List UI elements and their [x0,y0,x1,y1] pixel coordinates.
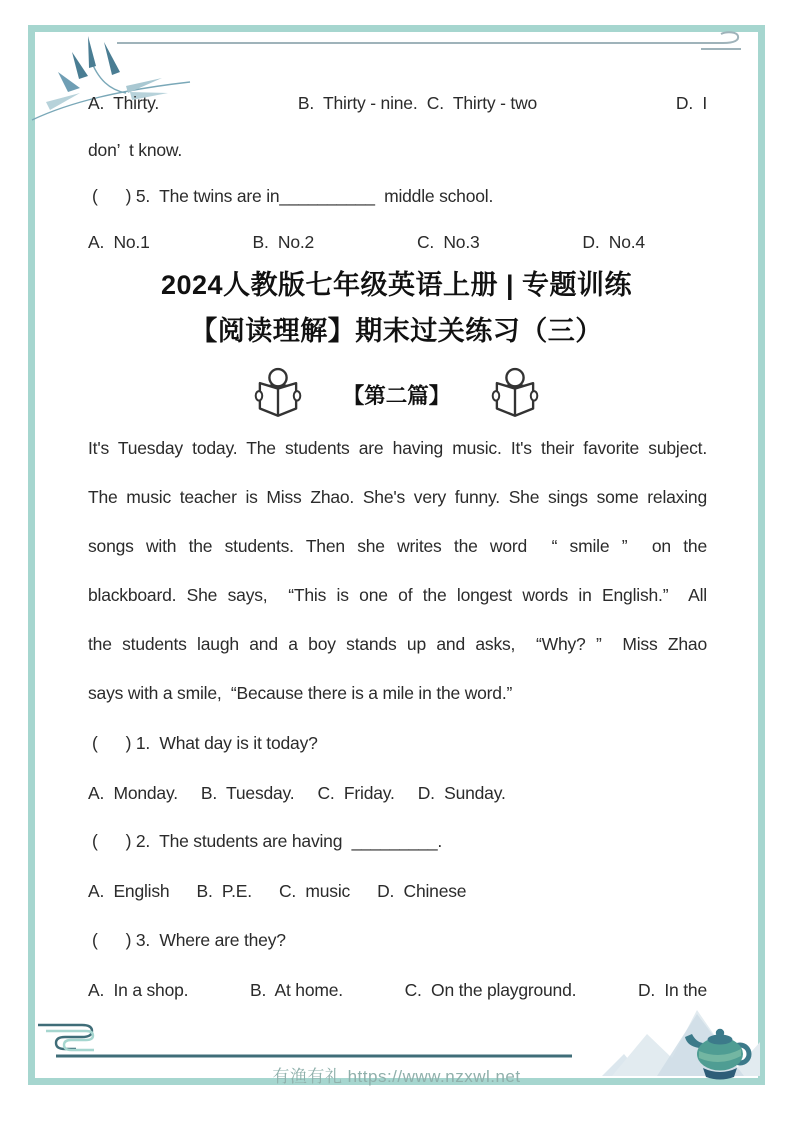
question-3-stem: ( ) 3. Where are they? [92,930,286,950]
option-c: C. music [278,881,351,901]
option-b: B. Tuesday. [200,783,295,803]
option-c: C. Friday. [317,783,395,803]
option-d: D. Chinese [377,881,467,901]
option-a: A. Thirty. [88,93,160,113]
option-b: B. P.E. [196,881,252,901]
passage-line: It's Tuesday today. The students are having music. It's their favorite subject. [88,438,707,458]
top-rule-cloud-curl-icon [105,30,765,60]
question-5-options [88,222,645,262]
option-b: B. No.2 [252,232,315,252]
option-d: D. Sunday. [417,783,506,803]
option-d: D. No.4 [582,232,645,252]
option-a: A. English [88,881,170,901]
question-5-stem: ( ) 5. The twins are in__________ middle school. [92,186,494,206]
reading-passage [88,424,707,718]
question-1-options [88,773,707,813]
section-heading: 【第二篇】 [342,383,451,408]
question-1-stem: ( ) 1. What day is it today? [92,733,318,753]
page-title-line-2: 【阅读理解】期末过关练习（三） [190,316,603,346]
page-title-line-1: 2024人教版七年级英语上册 | 专题训练 [160,270,633,300]
option-a: A. In a shop. [88,980,189,1000]
section-heading-row [0,358,793,430]
passage-line: songs with the students. Then she writes the word “ smile ” on the [88,536,707,556]
option-a: A. Monday. [88,783,178,803]
question-2-options [88,871,707,911]
option-b: B. At home. [250,980,343,1000]
carryover-options-row-2: don’ t know. [88,140,183,160]
carryover-options-row-1 [88,83,707,123]
passage-line: blackboard. She says, “This is one of the longest words in English.” All [88,585,707,605]
question-2-stem: ( ) 2. The students are having _________. [92,831,443,851]
option-c: C. On the playground. [404,980,577,1000]
passage-line: says with a smile, “Because there is a mile in the word.” [88,683,513,703]
option-a: A. No.1 [88,232,150,252]
option-d: D. In the [637,980,707,1000]
footer-site-text: 有渔有礼 https://www.nzxwl.net [272,1067,521,1086]
option-c: C. No.3 [416,232,480,252]
passage-line: The music teacher is Miss Zhao. She's very funny. She sings some relaxing [88,487,707,507]
passage-line: the students laugh and a boy stands up and asks, “Why? ” Miss Zhao [88,634,707,654]
cloud-scroll-rule-icon [34,1022,574,1062]
reading-person-icon [249,363,307,425]
option-d: D. I [675,93,707,113]
option-b-c: B. Thirty - nine. C. Thirty - two [297,93,538,113]
reading-person-icon [486,363,544,425]
